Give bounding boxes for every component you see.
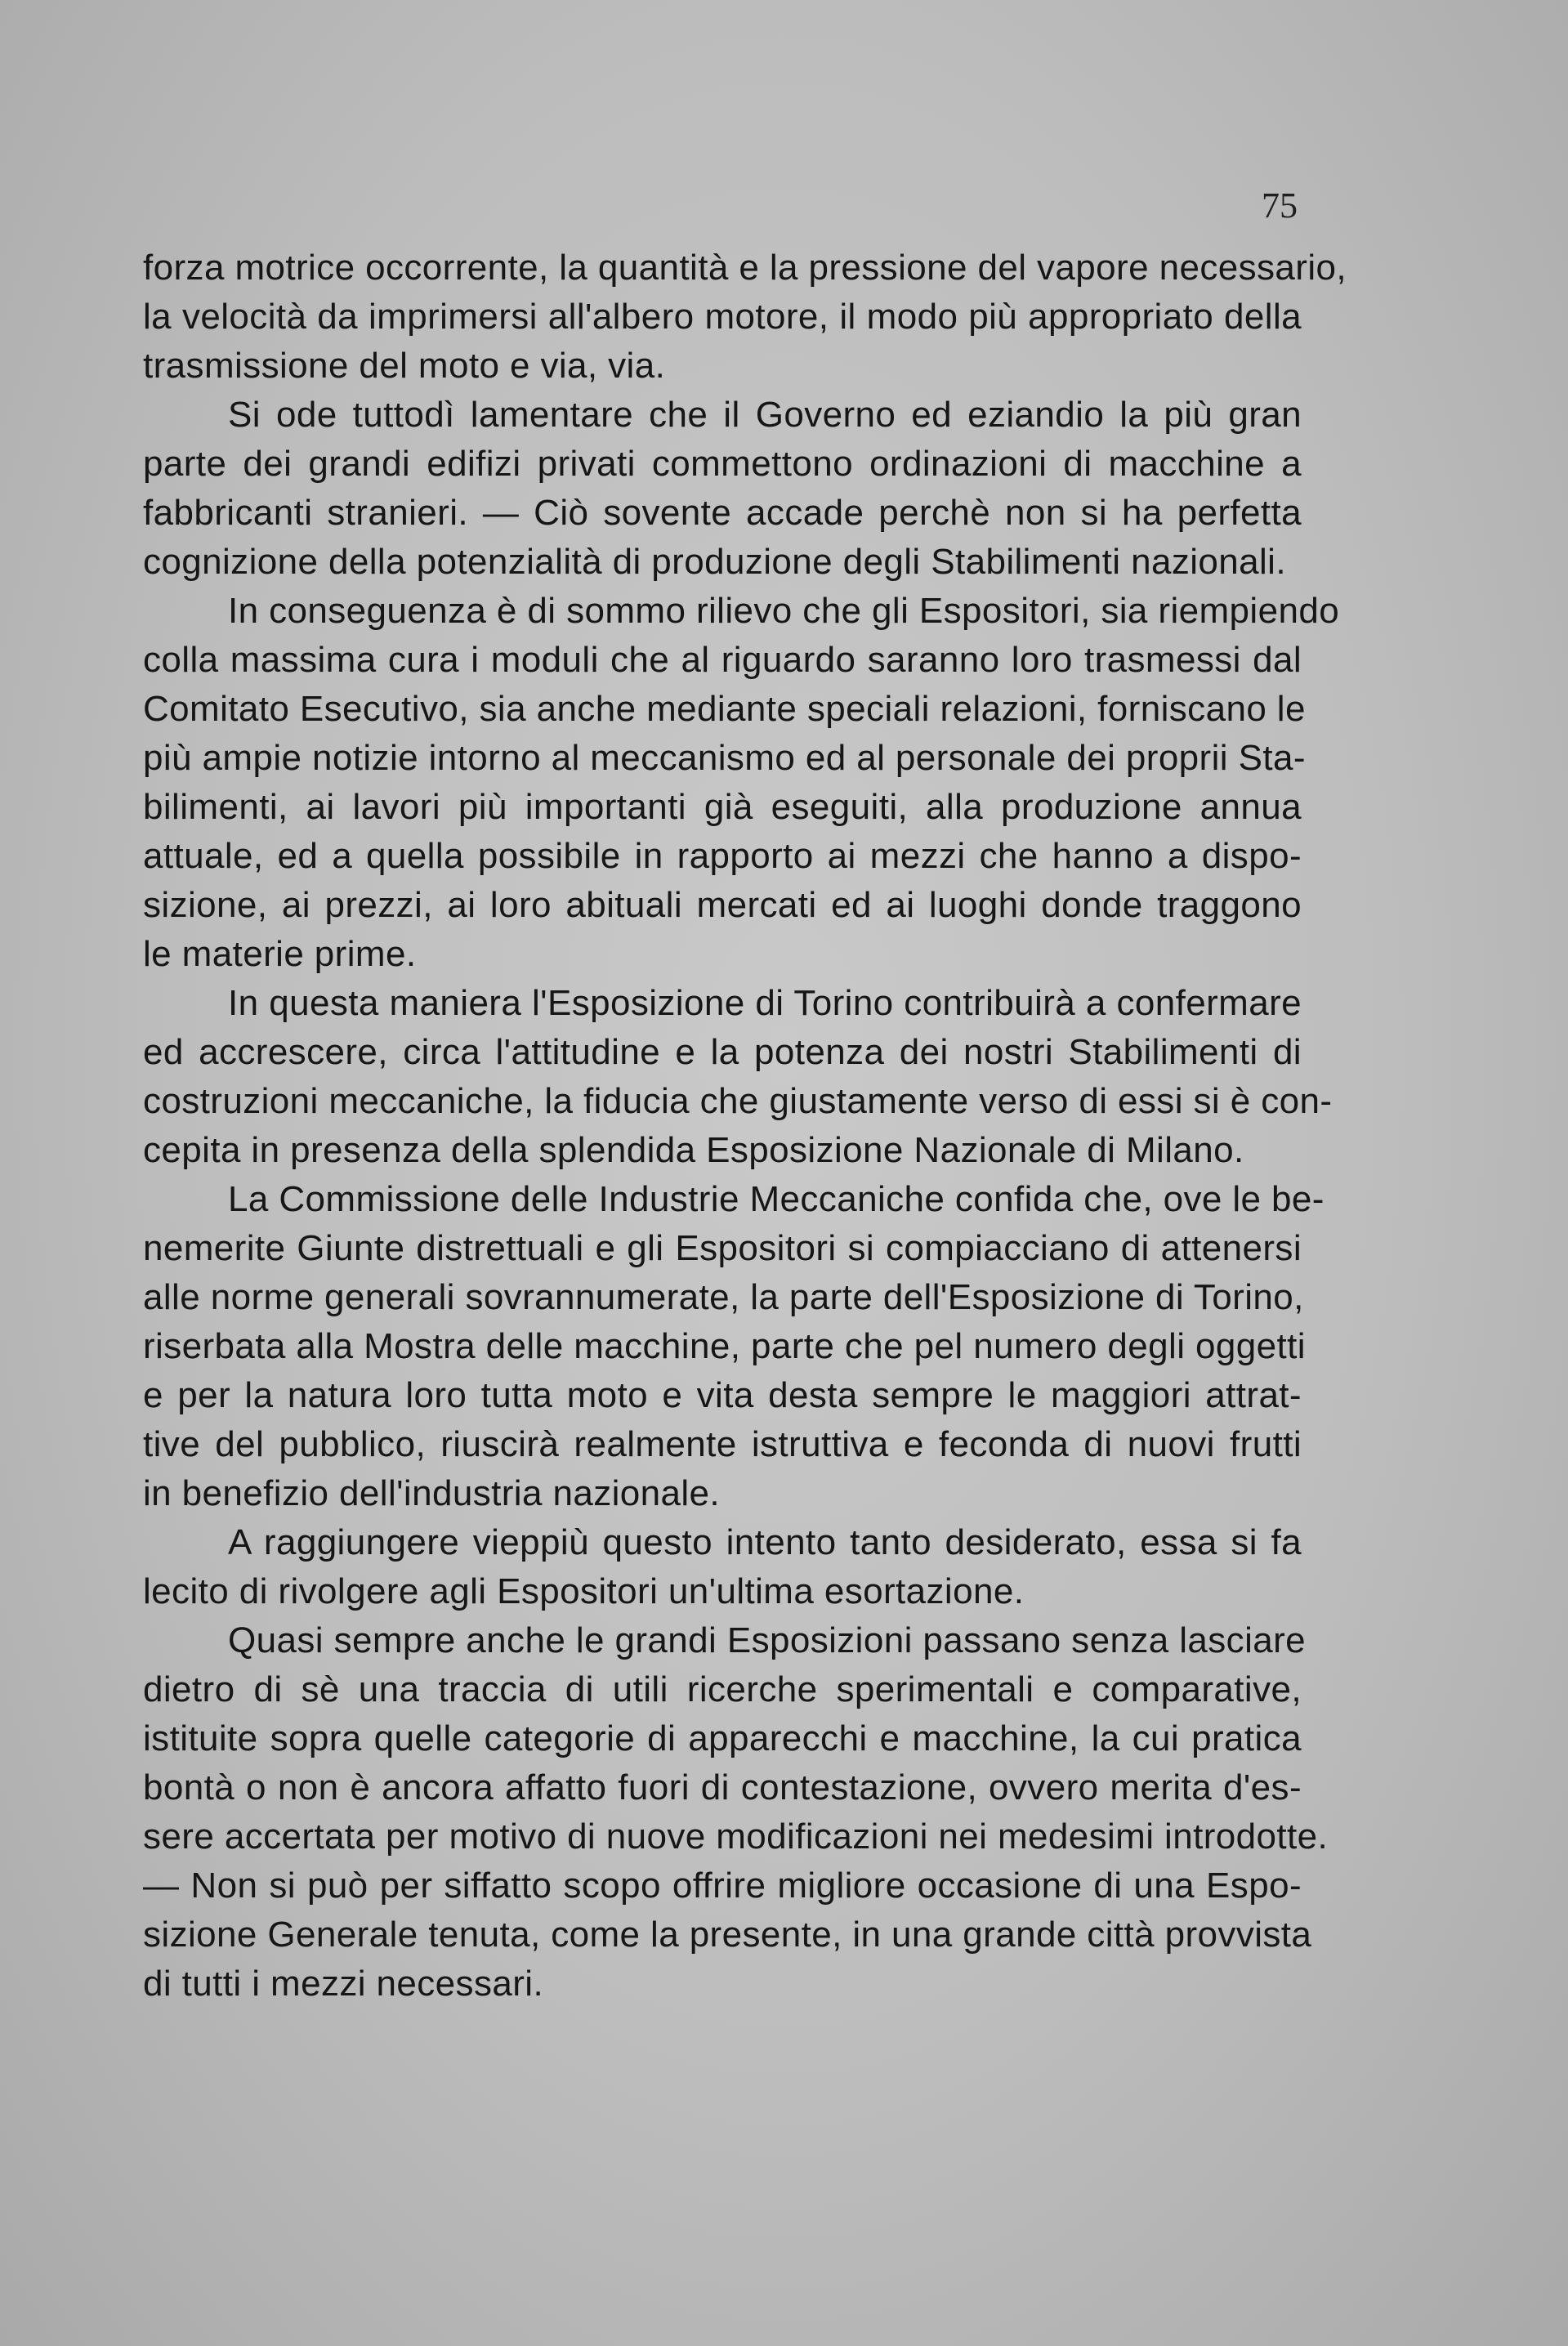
text-line: bontà o non è ancora affatto fuori di contestazione, ovvero merita d'es- [143,1767,1302,1808]
text-line: In questa maniera l'Esposizione di Torino contribuirà a confermare [228,983,1302,1023]
text-line: cognizione della potenzialità di produzione degli Stabilimenti nazionali. [143,542,1286,582]
page-number: 75 [1262,185,1298,226]
text-line: sizione Generale tenuta, come la presente, in una grande città provvista [143,1915,1312,1955]
text-line: attuale, ed a quella possibile in rapporto ai mezzi che hanno a dispo- [143,836,1302,876]
text-line: colla massima cura i moduli che al riguardo saranno loro trasmessi dal [143,640,1302,680]
text-line: istituite sopra quelle categorie di apparecchi e macchine, la cui pratica [143,1718,1302,1758]
text-line: ed accrescere, circa l'attitudine e la potenza dei nostri Stabilimenti di [143,1032,1302,1072]
text-line: bilimenti, ai lavori più importanti già eseguiti, alla produzione annua [143,787,1302,827]
text-line: forza motrice occorrente, la quantità e la pressione del vapore necessario, [143,248,1347,288]
text-line: sizione, ai prezzi, ai loro abituali mercati ed ai luoghi donde traggono [143,885,1302,925]
text-line: in benefizio dell'industria nazionale. [143,1473,721,1513]
text-line: parte dei grandi edifizi privati commettono ordinazioni di macchine a [143,444,1302,484]
text-line: lecito di rivolgere agli Espositori un'ultima esortazione. [143,1571,1025,1611]
text-line: In conseguenza è di sommo rilievo che gli Espositori, sia riempiendo [228,591,1340,631]
text-line: — Non si può per siffatto scopo offrire migliore occasione di una Espo- [143,1866,1302,1906]
text-line: più ampie notizie intorno al meccanismo ed al personale dei proprii Sta- [143,738,1306,778]
text-line: riserbata alla Mostra delle macchine, parte che pel numero degli oggetti [143,1326,1306,1366]
text-line: Si ode tuttodì lamentare che il Governo ed eziandio la più gran [228,395,1302,435]
text-line: Comitato Esecutivo, sia anche mediante speciali relazioni, forniscano le [143,689,1306,729]
text-line: la velocità da imprimersi all'albero motore, il modo più appropriato della [143,297,1302,337]
text-line: sere accertata per motivo di nuove modificazioni nei medesimi introdotte. [143,1816,1329,1857]
text-line: La Commissione delle Industrie Meccaniche confida che, ove le be- [228,1179,1325,1219]
text-line: e per la natura loro tutta moto e vita desta sempre le maggiori attrat- [143,1375,1302,1415]
text-line: dietro di sè una traccia di utili ricerche sperimentali e comparative, [143,1669,1302,1709]
body-text [143,244,1347,2009]
text-line: nemerite Giunte distrettuali e gli Espositori si compiacciano di attenersi [143,1228,1302,1268]
text-line: le materie prime. [143,934,417,974]
text-line: A raggiungere vieppiù questo intento tanto desiderato, essa si fa [228,1522,1302,1562]
text-line: costruzioni meccaniche, la fiducia che giustamente verso di essi si è con- [143,1081,1333,1121]
text-line: alle norme generali sovrannumerate, la parte dell'Esposizione di Torino, [143,1277,1304,1317]
text-line: fabbricanti stranieri. — Ciò sovente accade perchè non si ha perfetta [143,493,1302,533]
text-line: Quasi sempre anche le grandi Esposizioni passano senza lasciare [228,1620,1307,1660]
text-line: trasmissione del moto e via, via. [143,346,666,386]
text-line: cepita in presenza della splendida Esposizione Nazionale di Milano. [143,1130,1244,1170]
text-line: tive del pubblico, riuscirà realmente istruttiva e feconda di nuovi frutti [143,1424,1302,1464]
text-line: di tutti i mezzi necessari. [143,1964,544,2004]
